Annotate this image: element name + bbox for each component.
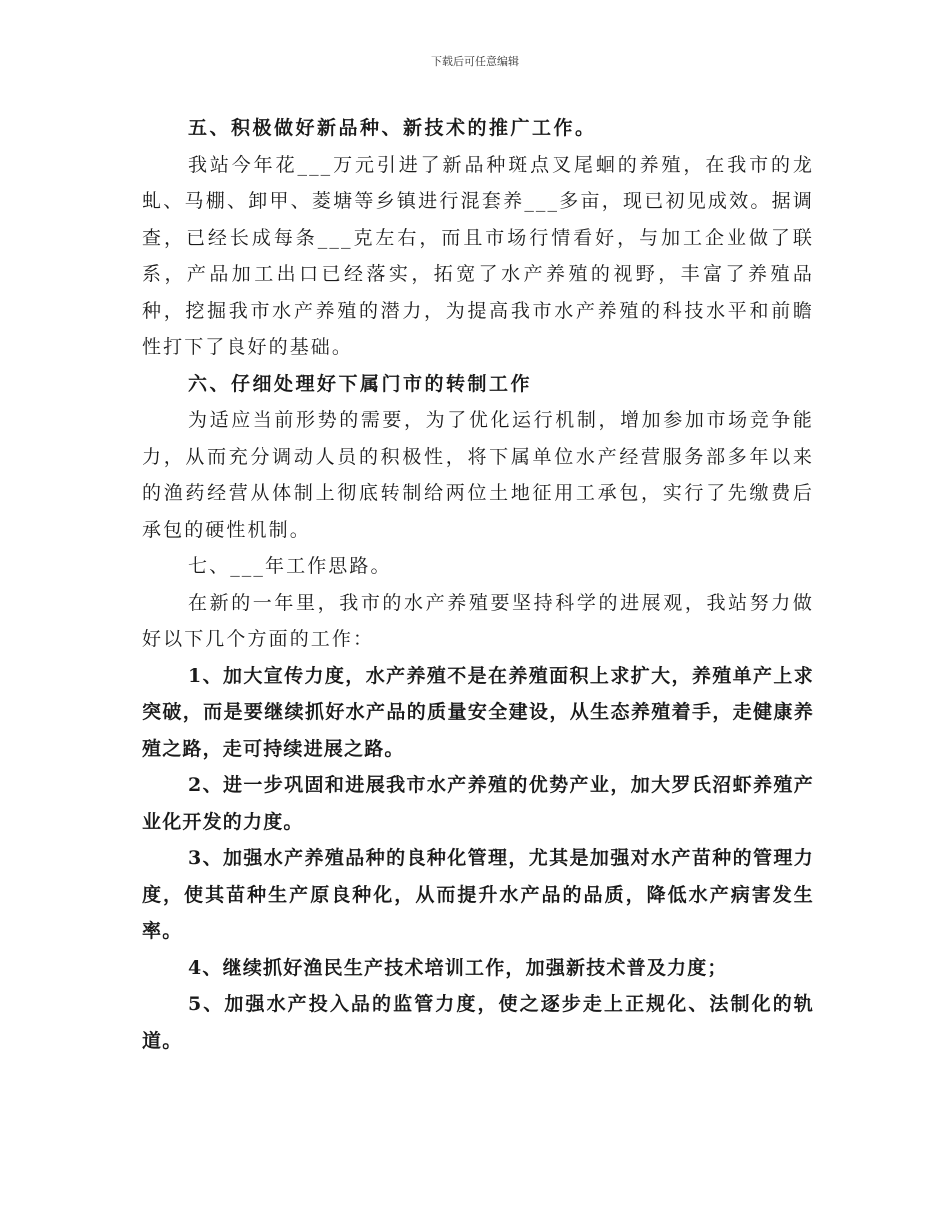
list-item-1: 1、加大宣传力度，水产养殖不是在养殖面积上求扩大，养殖单产上求突破，而是要继续抓好水产品的质量安全建设，从生态养殖着手，走健康养殖之路，走可持续进展之路。	[142, 664, 814, 760]
section-heading-7: 七、___年工作思路。	[188, 555, 392, 577]
section-heading-5: 五、积极做好新品种、新技术的推广工作。	[188, 117, 597, 139]
section-heading-6: 六、仔细处理好下属门市的转制工作	[188, 372, 533, 395]
list-item-4: 4、继续抓好渔民生产技术培训工作，加强新技术普及力度；	[188, 956, 728, 979]
paragraph-new-year-intro: 在新的一年里，我市的水产养殖要坚持科学的进展观，我站努力做好以下几个方面的工作：	[142, 591, 814, 650]
list-item-3: 3、加强水产养殖品种的良种化管理，尤其是加强对水产苗种的管理力度，使其苗种生产原良种化，从而提升水产品的品质，降低水产病害发生率。	[142, 847, 814, 942]
document-body	[142, 110, 814, 1059]
paragraph-store-restructure: 为适应当前形势的需要，为了优化运行机制，增加参加市场竞争能力，从而充分调动人员的积极性，将下属单位水产经营服务部多年以来的渔药经营从体制上彻底转制给两位土地征用工承包，实行了先缴费后承包的硬性机制。	[142, 409, 814, 541]
page-header: 下载后可任意编辑	[431, 55, 519, 68]
list-item-5: 5、加强水产投入品的监管力度，使之逐步走上正规化、法制化的轨道。	[142, 993, 814, 1052]
list-item-2: 2、进一步巩固和进展我市水产养殖的优势产业，加大罗氏沼虾养殖产业化开发的力度。	[142, 774, 814, 833]
paragraph-new-species: 我站今年花___万元引进了新品种斑点叉尾蛔的养殖，在我市的龙虬、马棚、卸甲、菱塘等乡镇进行混套养___多亩，现已初见成效。据调查，已经长成每条___克左右，而且市场行情看好，与加工企业做了联系，产品加工出口已经落实，拓宽了水产养殖的视野，丰富了养殖品种，挖掘我市水产养殖的潜力，为提高我市水产养殖的科技水平和前瞻性打下了良好的基础。	[142, 153, 814, 358]
